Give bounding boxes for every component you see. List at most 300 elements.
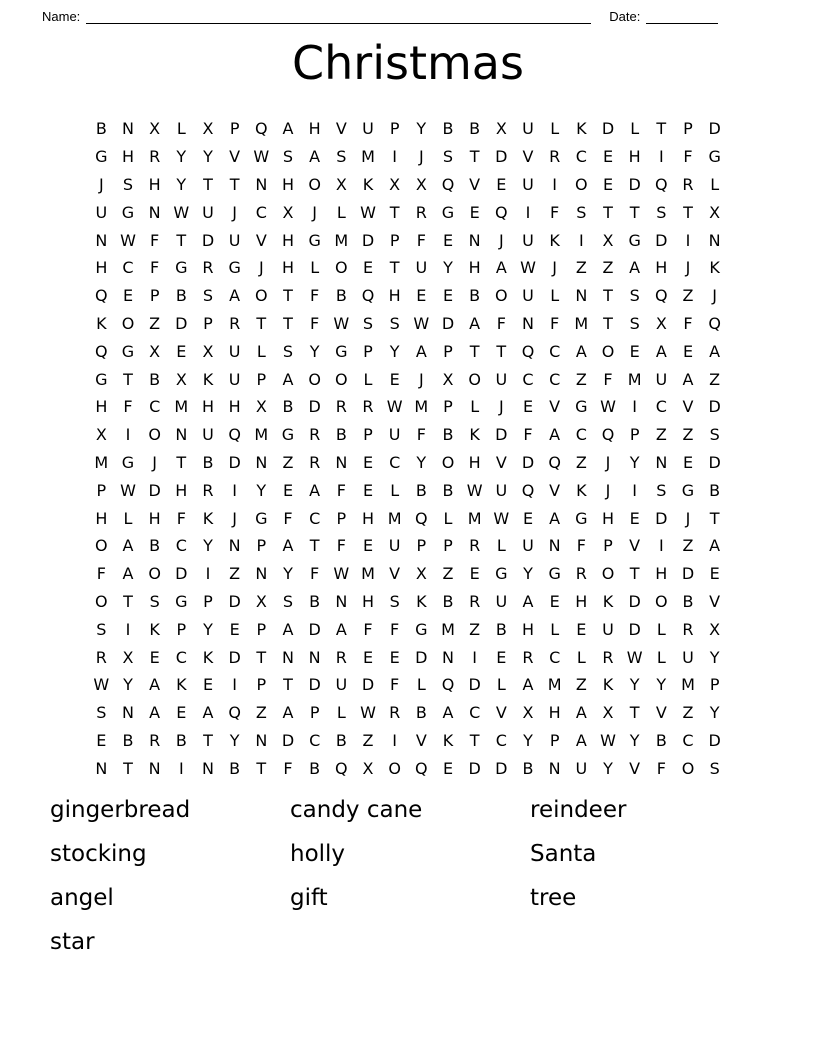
grid-letter: S	[282, 147, 294, 167]
grid-letter: X	[495, 119, 507, 139]
grid-letter: U	[228, 341, 241, 361]
grid-letter: D	[228, 591, 241, 611]
grid-letter: N	[522, 313, 534, 333]
grid-letter: A	[655, 341, 667, 361]
grid-letter: Q	[415, 758, 428, 778]
grid-letter: L	[576, 647, 586, 667]
grid-letter: G	[415, 619, 428, 639]
grid-letter: F	[310, 286, 320, 306]
grid-letter: H	[95, 508, 108, 528]
grid-letter: S	[629, 286, 640, 306]
grid-letter: W	[520, 258, 536, 278]
grid-letter: S	[709, 758, 720, 778]
grid-letter: C	[682, 730, 694, 750]
grid-letter: T	[123, 591, 133, 611]
grid-letter: S	[442, 147, 454, 167]
grid-letter: X	[202, 341, 214, 361]
grid-letter: P	[256, 675, 267, 695]
grid-letter: O	[95, 536, 108, 556]
grid-letter: Y	[629, 730, 640, 750]
grid-letter: R	[149, 730, 161, 750]
grid-letter: H	[281, 230, 294, 250]
name-blank-line	[86, 10, 591, 24]
grid-letter: H	[281, 174, 294, 194]
grid-letter: N	[255, 174, 268, 194]
grid-letter: D	[601, 119, 615, 139]
grid-letter: H	[175, 480, 188, 500]
grid-letter: L	[656, 647, 666, 667]
grid-letter: N	[95, 758, 108, 778]
grid-letter: B	[442, 591, 454, 611]
grid-letter: A	[149, 675, 161, 695]
grid-letter: T	[123, 758, 133, 778]
grid-letter: W	[466, 480, 483, 500]
date-label: Date:	[609, 9, 641, 24]
grid-letter: C	[175, 536, 187, 556]
grid-letter: J	[258, 258, 264, 278]
grid-letter: H	[148, 174, 161, 194]
grid-letter: K	[576, 119, 587, 139]
grid-letter: V	[389, 564, 401, 584]
grid-letter: L	[470, 397, 480, 417]
grid-letter: D	[628, 619, 641, 639]
grid-letter: G	[575, 397, 588, 417]
grid-letter: E	[362, 480, 374, 500]
grid-letter: S	[362, 313, 374, 333]
grid-letter: D	[495, 758, 508, 778]
grid-letter: F	[390, 619, 400, 639]
grid-letter: X	[255, 397, 267, 417]
grid-letter: I	[525, 202, 531, 222]
grid-letter: M	[681, 675, 695, 695]
grid-letter: B	[415, 480, 427, 500]
grid-letter: N	[708, 230, 721, 250]
grid-letter: P	[336, 508, 347, 528]
grid-letter: O	[655, 591, 668, 611]
grid-letter: F	[123, 397, 133, 417]
grid-letter: K	[602, 675, 614, 695]
grid-letter: S	[656, 480, 667, 500]
grid-letter: A	[149, 703, 161, 723]
grid-letter: G	[335, 341, 348, 361]
grid-letter: J	[312, 202, 318, 222]
grid-letter: L	[550, 619, 560, 639]
grid-letter: Q	[655, 286, 668, 306]
grid-letter: L	[363, 369, 373, 389]
grid-letter: F	[336, 536, 346, 556]
grid-letter: A	[282, 703, 294, 723]
grid-letter: E	[549, 591, 560, 611]
grid-letter: G	[95, 369, 108, 389]
grid-letter: Y	[523, 730, 533, 750]
grid-letter: R	[229, 313, 241, 333]
grid-letter: G	[121, 202, 135, 222]
grid-letter: O	[255, 286, 268, 306]
grid-letter: Z	[229, 564, 241, 584]
grid-letter: N	[255, 452, 268, 472]
grid-letter: G	[228, 258, 241, 278]
grid-letter: F	[363, 619, 373, 639]
grid-letter: L	[656, 619, 666, 639]
grid-letter: O	[388, 758, 401, 778]
grid-letter: P	[176, 619, 187, 639]
grid-letter: T	[683, 202, 693, 222]
grid-letter: N	[175, 425, 188, 445]
grid-letter: Z	[282, 452, 294, 472]
grid-letter: R	[362, 397, 374, 417]
grid-letter: A	[522, 675, 534, 695]
grid-letter: D	[655, 508, 668, 528]
grid-letter: D	[495, 147, 508, 167]
grid-letter: R	[202, 258, 214, 278]
grid-letter: R	[309, 425, 321, 445]
grid-letter: H	[548, 703, 561, 723]
grid-letter: H	[655, 258, 668, 278]
grid-letter: D	[628, 591, 641, 611]
grid-letter: T	[203, 174, 213, 194]
grid-letter: V	[335, 119, 347, 139]
grid-letter: L	[710, 174, 720, 194]
grid-letter: L	[416, 675, 426, 695]
grid-letter: F	[150, 230, 160, 250]
grid-letter: W	[386, 397, 403, 417]
grid-letter: T	[629, 202, 640, 222]
grid-letter: M	[254, 425, 269, 445]
grid-letter: T	[229, 174, 240, 194]
grid-letter: B	[495, 619, 507, 639]
grid-letter: H	[308, 119, 321, 139]
grid-letter: F	[550, 313, 560, 333]
grid-letter: L	[336, 703, 346, 723]
grid-letter: B	[309, 591, 321, 611]
word-list-item: candy cane	[290, 797, 423, 824]
grid-letter: Q	[95, 286, 108, 306]
grid-letter: M	[361, 564, 375, 584]
grid-letter: Z	[682, 425, 694, 445]
grid-letter: A	[682, 369, 694, 389]
grid-letter: S	[122, 174, 134, 194]
grid-letter: B	[229, 758, 241, 778]
grid-letter: H	[575, 591, 588, 611]
grid-letter: X	[95, 425, 107, 445]
word-column	[50, 788, 290, 964]
grid-letter: E	[176, 341, 187, 361]
grid-letter: J	[232, 508, 238, 528]
grid-letter: U	[388, 536, 401, 556]
word-list-item: gingerbread	[50, 797, 191, 824]
grid-letter: X	[122, 647, 134, 667]
grid-letter: P	[309, 703, 320, 723]
grid-letter: P	[443, 341, 453, 361]
grid-letter: U	[95, 202, 108, 222]
grid-letter: L	[390, 480, 400, 500]
grid-letter: V	[495, 452, 507, 472]
word-column	[290, 788, 530, 964]
grid-letter: K	[576, 480, 587, 500]
grid-letter: T	[176, 452, 187, 472]
grid-letter: J	[152, 452, 158, 472]
grid-letter: U	[228, 230, 241, 250]
grid-letter: H	[95, 258, 108, 278]
grid-letter: R	[149, 147, 161, 167]
puzzle-title: Christmas	[292, 36, 524, 90]
grid-letter: Y	[176, 147, 187, 167]
grid-letter: W	[333, 313, 350, 333]
grid-letter: B	[709, 480, 721, 500]
grid-letter: L	[630, 119, 640, 139]
grid-letter: U	[202, 202, 214, 222]
grid-letter: T	[603, 286, 613, 306]
grid-letter: F	[523, 425, 533, 445]
grid-letter: N	[548, 758, 561, 778]
grid-letter: E	[442, 758, 454, 778]
grid-letter: C	[175, 647, 187, 667]
grid-letter: P	[683, 119, 693, 139]
grid-letter: F	[283, 508, 293, 528]
grid-letter: O	[148, 425, 161, 445]
grid-letter: D	[175, 313, 188, 333]
grid-letter: O	[441, 452, 455, 472]
grid-letter: Y	[709, 703, 720, 723]
grid-letter: O	[495, 286, 508, 306]
grid-letter: C	[309, 730, 321, 750]
grid-letter: X	[282, 202, 294, 222]
grid-letter: A	[629, 258, 641, 278]
grid-letter: Z	[655, 425, 667, 445]
grid-letter: P	[256, 619, 267, 639]
grid-letter: R	[202, 480, 214, 500]
grid-letter: G	[121, 452, 135, 472]
grid-letter: T	[283, 286, 293, 306]
grid-letter: N	[655, 452, 668, 472]
grid-letter: Q	[601, 425, 615, 445]
grid-letter: P	[96, 480, 107, 500]
grid-letter: Y	[203, 147, 213, 167]
grid-letter: N	[282, 647, 294, 667]
grid-letter: Z	[575, 452, 587, 472]
grid-letter: P	[416, 536, 427, 556]
grid-letter: R	[469, 591, 481, 611]
grid-letter: A	[522, 591, 534, 611]
grid-letter: N	[575, 286, 588, 306]
grid-letter: X	[522, 703, 534, 723]
grid-letter: E	[496, 647, 507, 667]
grid-letter: Z	[362, 730, 374, 750]
grid-letter: T	[203, 730, 213, 750]
grid-letter: Y	[416, 119, 427, 139]
grid-letter: B	[682, 591, 694, 611]
grid-letter: E	[522, 508, 534, 528]
grid-letter: J	[605, 480, 611, 500]
grid-letter: D	[228, 647, 241, 667]
grid-letter: F	[416, 230, 426, 250]
grid-letter: D	[468, 758, 481, 778]
grid-letter: H	[281, 258, 294, 278]
grid-letter: A	[202, 703, 214, 723]
grid-letter: G	[175, 258, 188, 278]
grid-letter: X	[149, 119, 161, 139]
grid-letter: Z	[575, 258, 587, 278]
grid-letter: E	[389, 369, 400, 389]
grid-letter: L	[176, 119, 186, 139]
grid-letter: F	[496, 313, 506, 333]
grid-letter: X	[335, 174, 347, 194]
grid-letter: E	[682, 452, 694, 472]
grid-letter: F	[416, 425, 426, 445]
grid-letter: A	[282, 119, 294, 139]
grid-letter: D	[175, 564, 188, 584]
grid-letter: X	[255, 591, 267, 611]
grid-letter: Z	[149, 313, 161, 333]
grid-letter: A	[495, 258, 507, 278]
grid-letter: N	[335, 452, 348, 472]
grid-letter: I	[205, 564, 211, 584]
grid-letter: L	[496, 536, 506, 556]
grid-letter: H	[628, 147, 641, 167]
word-list-item: Santa	[530, 841, 597, 868]
grid-letter: D	[681, 564, 695, 584]
grid-letter: B	[95, 119, 107, 139]
grid-letter: C	[122, 258, 134, 278]
grid-letter: O	[335, 369, 348, 389]
grid-letter: N	[95, 230, 108, 250]
grid-letter: R	[682, 174, 694, 194]
grid-letter: N	[548, 536, 561, 556]
grid-letter: K	[602, 591, 614, 611]
grid-letter: T	[256, 758, 267, 778]
grid-letter: U	[495, 480, 508, 500]
grid-letter: P	[603, 536, 613, 556]
grid-letter: D	[308, 619, 321, 639]
grid-letter: T	[469, 341, 480, 361]
grid-letter: V	[655, 703, 667, 723]
grid-letter: B	[122, 730, 134, 750]
grid-letter: C	[549, 341, 561, 361]
grid-letter: A	[549, 508, 561, 528]
grid-letter: D	[708, 397, 721, 417]
grid-letter: E	[282, 480, 294, 500]
grid-letter: T	[469, 147, 480, 167]
grid-letter: V	[682, 397, 694, 417]
grid-letter: L	[123, 508, 133, 528]
grid-letter: F	[283, 758, 293, 778]
grid-letter: T	[176, 230, 187, 250]
grid-letter: C	[389, 452, 401, 472]
grid-letter: U	[522, 230, 534, 250]
grid-letter: X	[389, 174, 401, 194]
grid-letter: E	[629, 508, 640, 528]
grid-letter: I	[658, 147, 664, 167]
grid-letter: Y	[443, 258, 453, 278]
word-list-item: stocking	[50, 841, 147, 868]
grid-letter: R	[415, 202, 427, 222]
grid-letter: W	[360, 202, 376, 222]
grid-letter: G	[308, 230, 321, 250]
grid-letter: E	[709, 564, 720, 584]
grid-letter: H	[361, 508, 374, 528]
grid-letter: O	[468, 369, 481, 389]
grid-letter: P	[363, 425, 373, 445]
grid-letter: H	[201, 397, 214, 417]
grid-letter: V	[469, 174, 481, 194]
grid-letter: E	[442, 230, 454, 250]
word-list-item: gift	[290, 885, 328, 912]
grid-letter: L	[443, 508, 453, 528]
grid-letter: G	[575, 508, 588, 528]
grid-letter: S	[336, 147, 347, 167]
grid-letter: N	[468, 230, 481, 250]
grid-letter: C	[309, 508, 321, 528]
grid-letter: D	[228, 452, 241, 472]
grid-letter: J	[605, 452, 611, 472]
grid-letter: Q	[655, 174, 668, 194]
grid-letter: B	[522, 758, 534, 778]
grid-letter: N	[148, 758, 161, 778]
grid-letter: G	[121, 341, 135, 361]
grid-letter: P	[389, 119, 400, 139]
grid-letter: S	[709, 425, 720, 445]
grid-letter: I	[392, 147, 398, 167]
grid-letter: W	[413, 313, 430, 333]
grid-letter: Z	[682, 536, 694, 556]
grid-letter: F	[310, 313, 320, 333]
grid-letter: G	[708, 147, 721, 167]
grid-letter: H	[655, 564, 668, 584]
grid-letter: A	[469, 313, 481, 333]
grid-letter: M	[387, 508, 402, 528]
grid-letter: W	[120, 230, 136, 250]
grid-letter: Q	[255, 119, 268, 139]
grid-letter: T	[603, 313, 613, 333]
grid-letter: F	[603, 369, 613, 389]
grid-letter: A	[415, 341, 427, 361]
grid-letter: A	[309, 480, 321, 500]
grid-letter: E	[469, 564, 480, 584]
grid-letter: A	[549, 425, 561, 445]
grid-letter: Z	[255, 703, 267, 723]
grid-letter: F	[176, 508, 186, 528]
grid-letter: O	[308, 369, 321, 389]
grid-letter: L	[256, 341, 266, 361]
grid-letter: N	[335, 591, 348, 611]
grid-letter: S	[149, 591, 160, 611]
grid-letter: X	[362, 758, 374, 778]
grid-letter: R	[602, 647, 614, 667]
grid-letter: J	[418, 369, 424, 389]
grid-letter: U	[388, 425, 401, 445]
grid-letter: P	[549, 730, 560, 750]
grid-letter: S	[96, 703, 107, 723]
grid-letter: M	[414, 397, 429, 417]
grid-letter: Y	[603, 758, 613, 778]
grid-letter: V	[549, 480, 561, 500]
grid-letter: T	[656, 119, 667, 139]
grid-letter: I	[658, 536, 664, 556]
grid-letter: T	[256, 647, 267, 667]
grid-letter: W	[626, 647, 643, 667]
grid-letter: O	[601, 341, 615, 361]
grid-letter: N	[228, 536, 241, 556]
grid-letter: S	[629, 313, 640, 333]
grid-letter: A	[575, 730, 587, 750]
grid-letter: Z	[575, 675, 587, 695]
grid-letter: A	[575, 703, 587, 723]
grid-letter: O	[601, 564, 615, 584]
grid-letter: U	[522, 286, 534, 306]
grid-letter: P	[443, 397, 453, 417]
grid-letter: K	[149, 619, 160, 639]
grid-letter: Q	[441, 675, 455, 695]
